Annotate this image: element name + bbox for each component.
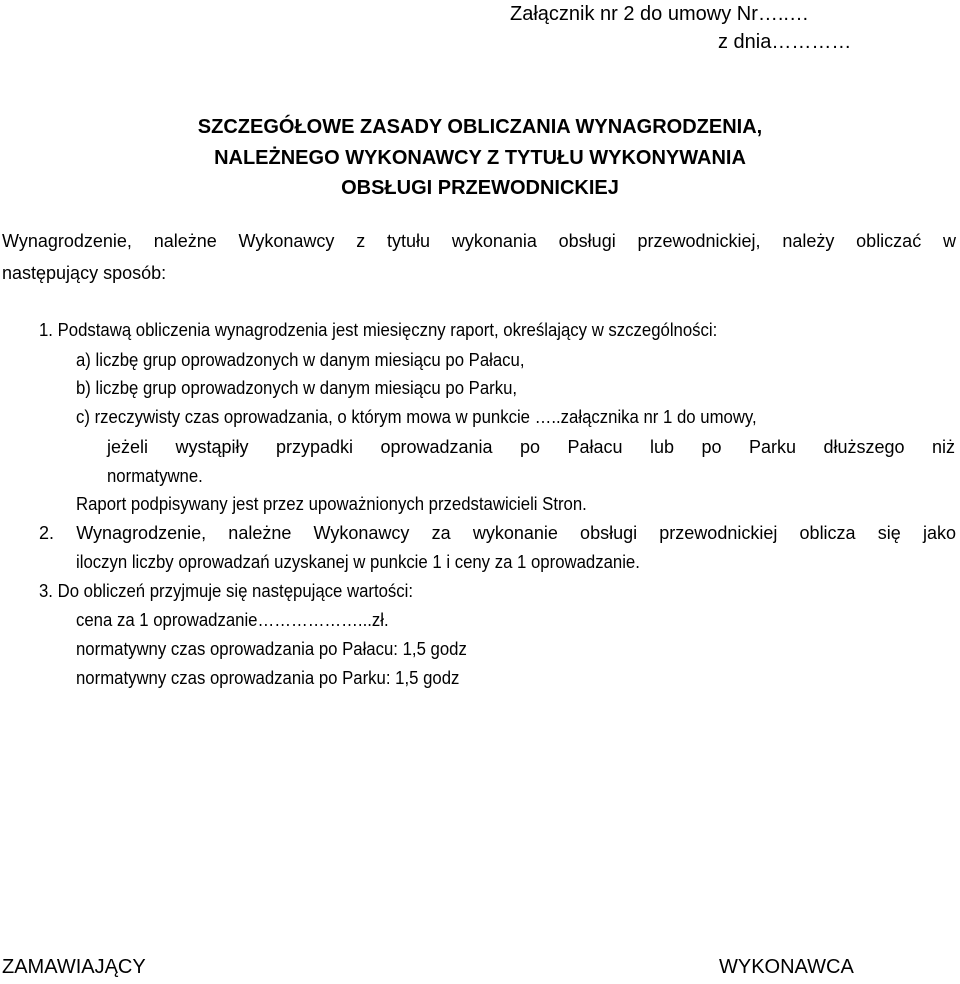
intro-line-1: Wynagrodzenie, należne Wykonawcy z tytułu wykonania obsługi przewodnickiej, należy obliczać w xyxy=(2,231,956,251)
list-item-c: c) rzeczywisty czas oprowadzania, o którym mowa w punkcie …..załącznika nr 1 do umowy, xyxy=(76,407,757,427)
intro-line-2: następujący sposób: xyxy=(2,263,167,283)
list-item-c-end: normatywne. xyxy=(107,466,203,486)
document-title-line-2: NALEŻNEGO WYKONAWCY Z TYTUŁU WYKONYWANIA xyxy=(214,147,746,169)
signature-client: ZAMAWIAJĄCY xyxy=(2,956,146,978)
palace-normative-time: normatywny czas oprowadzania po Pałacu: 1,5 godz xyxy=(76,639,467,659)
annex-date: z dnia………… xyxy=(718,31,852,53)
list-item-b: b) liczbę grup oprowadzonych w danym miesiącu po Parku, xyxy=(76,378,518,398)
signature-contractor: WYKONAWCA xyxy=(719,956,854,978)
document-title-line-3: OBSŁUGI PRZEWODNICKIEJ xyxy=(341,177,619,199)
section-1-heading: 1. Podstawą obliczenia wynagrodzenia jest miesięczny raport, określający w szczególności: xyxy=(39,320,718,340)
park-normative-time: normatywny czas oprowadzania po Parku: 1,5 godz xyxy=(76,668,460,688)
list-item-a: a) liczbę grup oprowadzonych w danym miesiącu po Pałacu, xyxy=(76,350,525,370)
section-2-line-1: 2. Wynagrodzenie, należne Wykonawcy za wykonanie obsługi przewodnickiej oblicza się jako xyxy=(39,523,956,543)
section-2-line-2: iloczyn liczby oprowadzań uzyskanej w punkcie 1 i ceny za 1 oprowadzanie. xyxy=(76,552,640,572)
document-title-line-1: SZCZEGÓŁOWE ZASADY OBLICZANIA WYNAGRODZENIA, xyxy=(197,116,763,138)
annex-number: Załącznik nr 2 do umowy Nr…..… xyxy=(510,3,809,25)
report-note: Raport podpisywany jest przez upoważnionych przedstawicieli Stron. xyxy=(76,494,587,514)
price-per-tour: cena za 1 oprowadzanie………………...zł. xyxy=(76,610,389,630)
list-item-c-continuation: jeżeli wystąpiły przypadki oprowadzania po Pałacu lub po Parku dłuższego niż xyxy=(107,437,955,457)
section-3-heading: 3. Do obliczeń przyjmuje się następujące wartości: xyxy=(39,581,414,601)
